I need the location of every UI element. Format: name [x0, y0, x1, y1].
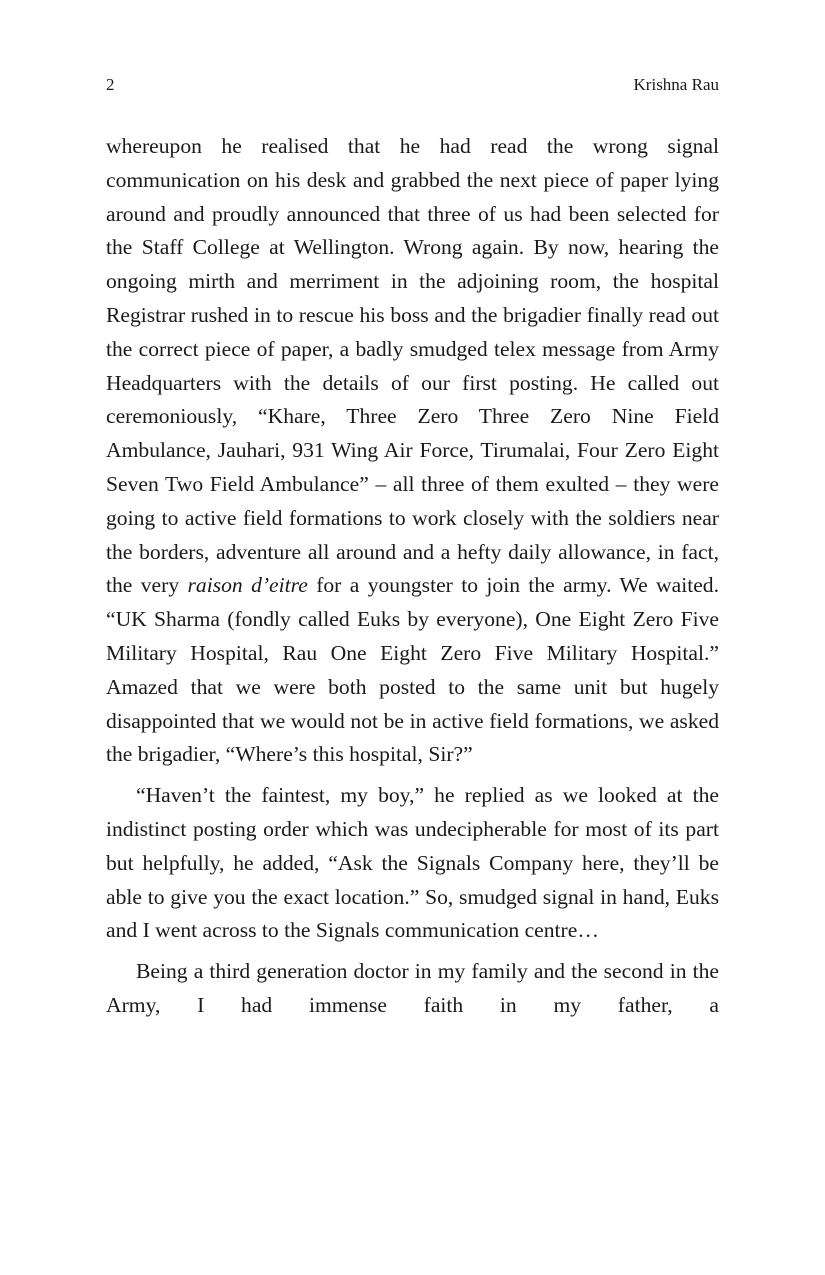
page-number: 2: [106, 75, 115, 94]
paragraph-2: “Haven’t the faintest, my boy,” he replied as we looked at the indistinct posting order which was undecipherable for most of its part but helpfully, he added, “Ask the Signals Company here, they’ll be able to give you the exact location.” So, smudged signal in hand, Euks and I went across to the Signals communication centre…: [106, 783, 719, 943]
running-head-author: Krishna Rau: [633, 75, 719, 94]
paragraph-1-text-a: whereupon he realised that he had read the wrong signal communication on his desk and grabbed the next piece of paper lying around and proudly announced that three of us had been selected for the Staff College at Wellington. Wrong again. By now, hearing the ongoing mirth and merriment in the adjoining room, the hospital Registrar rushed in to rescue his boss and the brigadier finally read out the correct piece of paper, a badly smudged telex message from Army Headquarters with the details of our first posting. He called out ceremoniously, “Khare, Three Zero Three Zero Nine Field Ambulance, Jauhari, 931 Wing Air Force, Tirumalai, Four Zero Eight Seven Two Field Ambulance” – all three of them exulted – they were going to active field formations to work closely with the soldiers near the borders, adventure all around and a hefty daily allowance, in fact, the very: [106, 134, 719, 598]
paragraph-1-text-b: for a youngster to join the army. We waited. “UK Sharma (fondly called Euks by everyone), One Eight Zero Five Military Hospital, Rau One Eight Zero Five Military Hospital.” Amazed that we were both posted to the same unit but hugely disappointed that we would not be in active field formations, we asked the brigadier, “Where’s this hospital, Sir?”: [106, 573, 720, 767]
paragraph-1-italic-phrase: raison d’eitre: [187, 573, 308, 598]
page-header: [106, 75, 719, 97]
paragraph-3: Being a third generation doctor in my family and the second in the Army, I had immense faith in my father, a: [106, 959, 719, 1017]
body-text: [106, 130, 719, 1023]
paragraph-1: [106, 130, 719, 772]
